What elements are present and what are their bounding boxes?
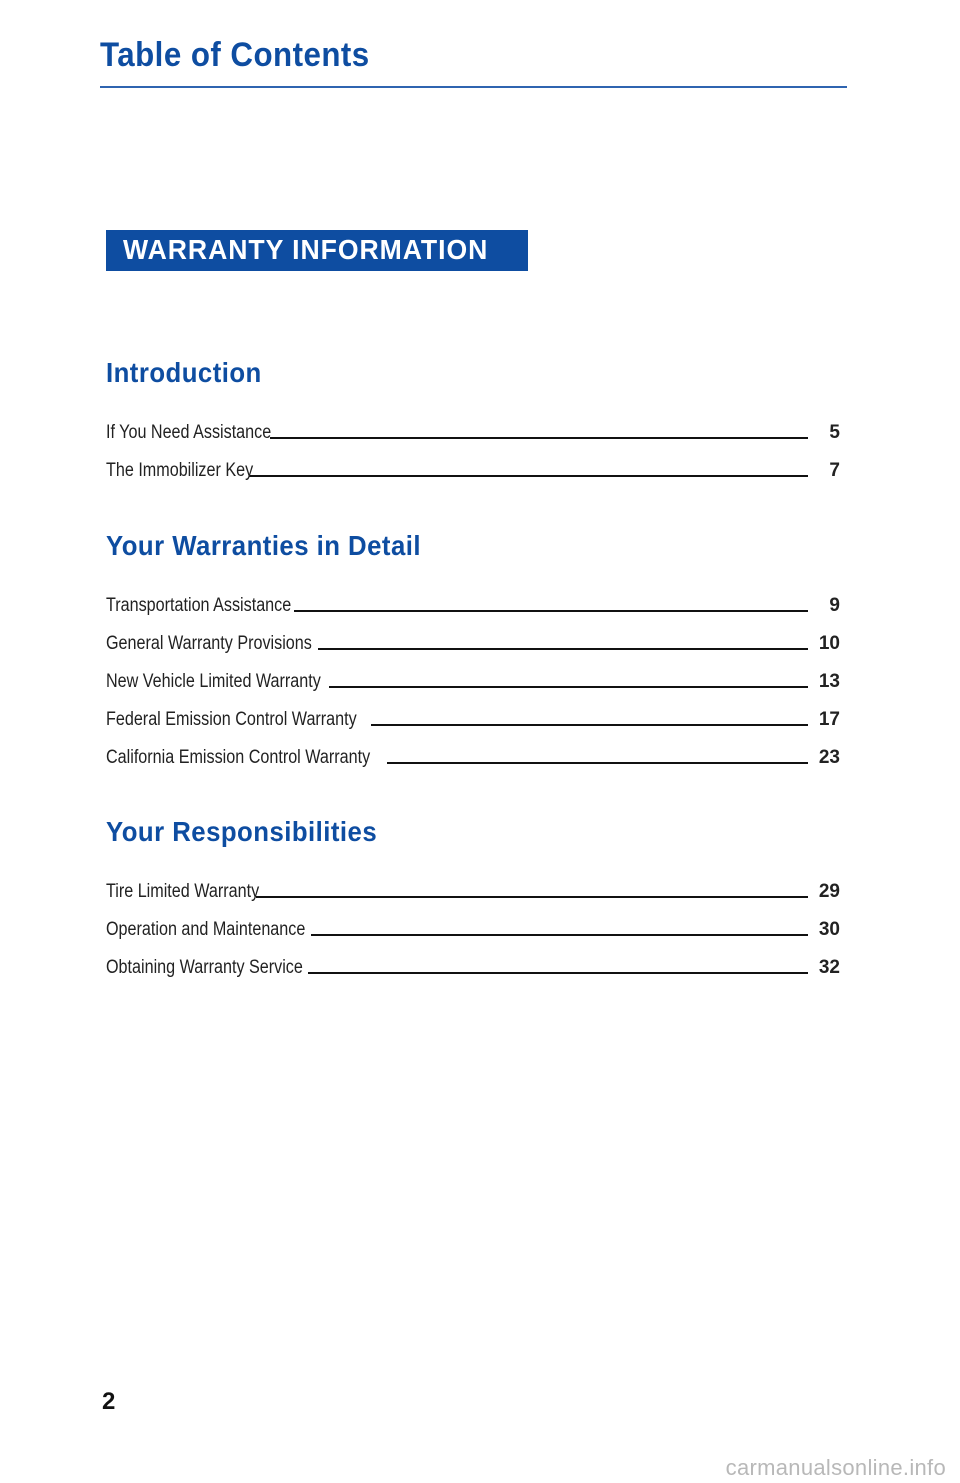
banner-label: WARRANTY INFORMATION (123, 234, 489, 265)
toc-entry-label: New Vehicle Limited Warranty (106, 671, 321, 692)
toc-entry-page: 30 (818, 919, 840, 940)
toc-entry[interactable] (106, 693, 840, 731)
toc-leader-line (270, 437, 808, 439)
toc-leader-line (387, 762, 808, 764)
toc-entry[interactable] (106, 579, 840, 617)
toc-entry[interactable] (106, 941, 840, 979)
toc-entry-page: 9 (829, 595, 840, 616)
toc-leader-line (249, 475, 808, 477)
toc-entry-label: If You Need Assistance (106, 422, 272, 443)
toc-entry-label: General Warranty Provisions (106, 633, 312, 654)
toc-entry-page: 32 (818, 957, 840, 978)
toc-entry[interactable] (106, 617, 840, 655)
toc-leader-line (294, 610, 808, 612)
toc-leader-line (308, 972, 808, 974)
watermark: carmanualsonline.info (725, 1455, 946, 1480)
toc-section-introduction (106, 356, 840, 482)
toc-entry-page: 29 (818, 881, 840, 902)
toc-entry-label: Transportation Assistance (106, 595, 292, 616)
toc-entry-label: Tire Limited Warranty (106, 881, 260, 902)
page-title: Table of Contents (100, 36, 370, 74)
section-heading: Introduction (106, 357, 262, 388)
toc-entry[interactable] (106, 444, 840, 482)
toc-entry-page: 17 (818, 709, 840, 730)
toc-entry-label: California Emission Control Warranty (106, 747, 371, 768)
toc-entry[interactable] (106, 865, 840, 903)
toc-entry[interactable] (106, 731, 840, 769)
toc-entry-page: 7 (829, 460, 840, 481)
toc-entry-page: 10 (818, 633, 840, 654)
toc-leader-line (329, 686, 808, 688)
section-heading: Your Warranties in Detail (106, 530, 421, 561)
toc-section-warranties (106, 529, 840, 769)
page-number: 2 (102, 1388, 116, 1415)
toc-entry-page: 13 (818, 671, 840, 692)
toc-entry-label: The Immobilizer Key (106, 460, 254, 481)
toc-entry[interactable] (106, 406, 840, 444)
title-divider (100, 86, 847, 88)
toc-entry-label: Operation and Maintenance (106, 919, 306, 940)
toc-section-responsibilities (106, 815, 840, 979)
toc-entry-page: 23 (818, 747, 840, 768)
section-heading: Your Responsibilities (106, 816, 378, 847)
toc-leader-line (318, 648, 808, 650)
toc-entry-page: 5 (829, 422, 840, 443)
toc-entry[interactable] (106, 655, 840, 693)
toc-entry-label: Federal Emission Control Warranty (106, 709, 357, 730)
toc-entry-label: Obtaining Warranty Service (106, 957, 303, 978)
section-banner (106, 230, 528, 271)
toc-leader-line (311, 934, 809, 936)
toc-leader-line (256, 896, 808, 898)
toc-leader-line (371, 724, 808, 726)
toc-entry[interactable] (106, 903, 840, 941)
